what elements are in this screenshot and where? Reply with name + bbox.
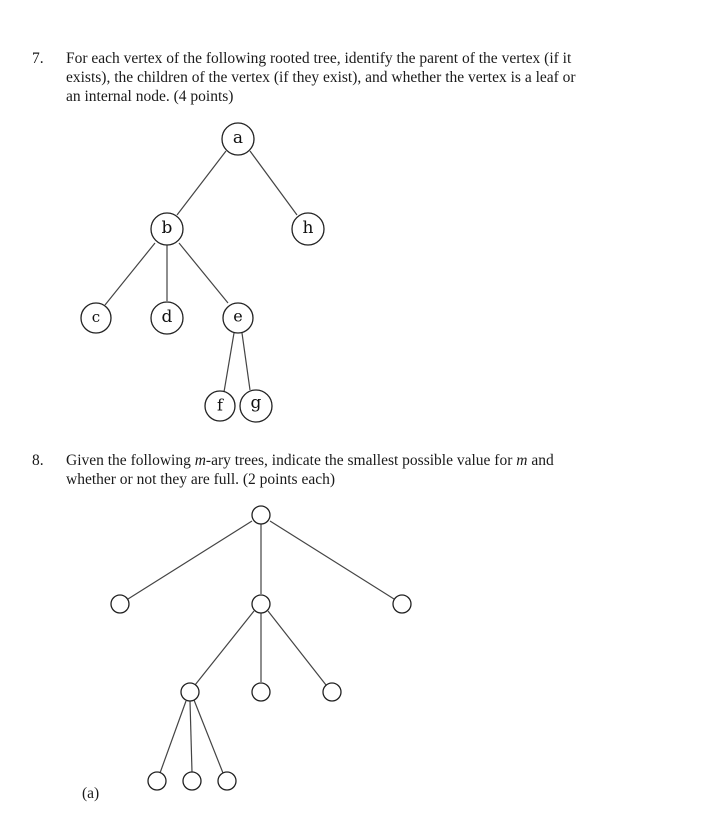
vertex-label: c bbox=[91, 308, 101, 326]
vertex-label: b bbox=[161, 218, 173, 238]
tree-edge bbox=[195, 611, 254, 685]
question-text: Given the following m-ary trees, indicate the smallest possible value for m and whether or not they are full. (2 points each) bbox=[66, 452, 554, 488]
question-text: For each vertex of the following rooted tree, identify the parent of the vertex (if it exists), the children of the vertex (if they exist), and whether the vertex is a leaf or an internal node. (4 points) bbox=[66, 50, 576, 105]
tree-node bbox=[252, 595, 270, 613]
subfigure-label: (a) bbox=[82, 785, 100, 802]
tree-node bbox=[148, 772, 166, 790]
question-number: 7. bbox=[32, 50, 44, 67]
tree-node bbox=[393, 595, 411, 613]
tree-edge bbox=[270, 521, 394, 599]
vertex-label: g bbox=[250, 393, 262, 413]
tree-edge bbox=[190, 701, 192, 772]
vertex-label: a bbox=[232, 128, 244, 148]
tree-node bbox=[183, 772, 201, 790]
tree-node bbox=[218, 772, 236, 790]
vertex-label: h bbox=[302, 218, 314, 238]
tree-node bbox=[252, 683, 270, 701]
tree-node bbox=[111, 595, 129, 613]
tree-edge bbox=[128, 521, 252, 599]
tree-node bbox=[323, 683, 341, 701]
tree-edge bbox=[160, 701, 186, 773]
question-number: 8. bbox=[32, 452, 44, 469]
tree-edge bbox=[268, 611, 326, 685]
vertex-label: e bbox=[233, 306, 243, 326]
vertex-label: f bbox=[217, 395, 223, 415]
tree-edge bbox=[194, 700, 223, 773]
tree-node-root bbox=[252, 506, 270, 524]
vertex-label: d bbox=[161, 307, 173, 327]
tree-node bbox=[181, 683, 199, 701]
